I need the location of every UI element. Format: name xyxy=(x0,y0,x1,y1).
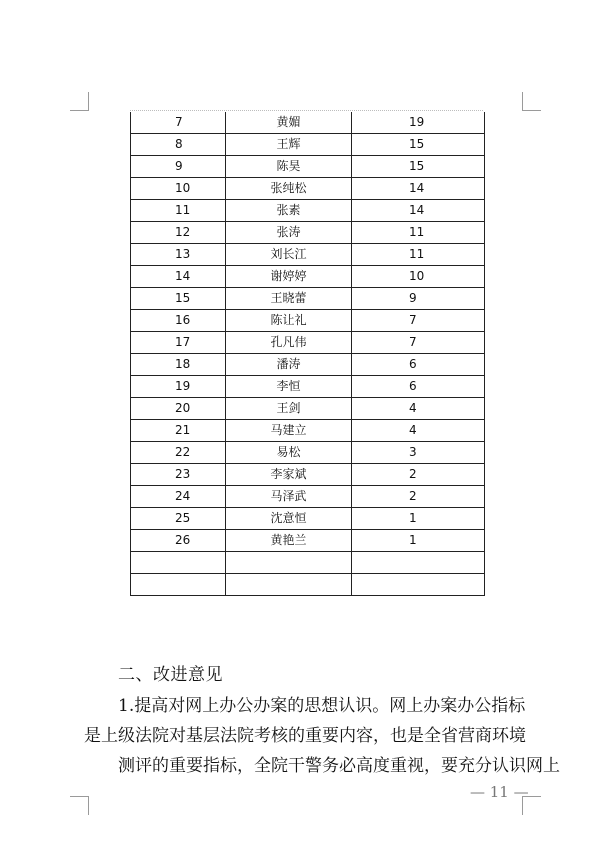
count-cell: 1 xyxy=(352,508,485,530)
rank-cell: 20 xyxy=(131,398,226,420)
name-cell: 孔凡伟 xyxy=(226,332,352,354)
count-cell: 15 xyxy=(352,156,485,178)
rank-cell: 25 xyxy=(131,508,226,530)
table-row xyxy=(131,398,485,420)
margin-mark-top-left xyxy=(70,92,89,111)
rank-cell: 16 xyxy=(131,310,226,332)
count-cell: 15 xyxy=(352,134,485,156)
name-cell: 马泽武 xyxy=(226,486,352,508)
name-cell: 潘涛 xyxy=(226,354,352,376)
section-body xyxy=(84,691,560,781)
page-top-divider xyxy=(130,110,483,111)
ranking-table-body xyxy=(131,112,485,596)
body-line-3: 测评的重要指标，全院干警务必高度重视，要充分认识网上 xyxy=(118,756,560,776)
table-row xyxy=(131,376,485,398)
rank-cell: 22 xyxy=(131,442,226,464)
name-cell: 陈让礼 xyxy=(226,310,352,332)
body-line-2: 是上级法院对基层法院考核的重要内容，也是全省营商环境 xyxy=(84,726,526,746)
rank-cell xyxy=(131,552,226,574)
count-cell: 11 xyxy=(352,244,485,266)
table-row xyxy=(131,222,485,244)
table-row xyxy=(131,178,485,200)
name-cell: 王晓蕾 xyxy=(226,288,352,310)
rank-cell: 9 xyxy=(131,156,226,178)
name-cell: 张素 xyxy=(226,200,352,222)
count-cell: 19 xyxy=(352,112,485,134)
rank-cell: 15 xyxy=(131,288,226,310)
page-number: — 11 — xyxy=(470,783,529,801)
name-cell: 马建立 xyxy=(226,420,352,442)
count-cell: 10 xyxy=(352,266,485,288)
count-cell: 14 xyxy=(352,200,485,222)
ranking-table xyxy=(130,112,485,596)
count-cell: 6 xyxy=(352,354,485,376)
table-row xyxy=(131,156,485,178)
table-row xyxy=(131,442,485,464)
rank-cell: 12 xyxy=(131,222,226,244)
rank-cell: 8 xyxy=(131,134,226,156)
table-row xyxy=(131,486,485,508)
count-cell xyxy=(352,552,485,574)
name-cell: 黄艳兰 xyxy=(226,530,352,552)
rank-cell: 19 xyxy=(131,376,226,398)
table-row xyxy=(131,288,485,310)
rank-cell: 18 xyxy=(131,354,226,376)
rank-cell xyxy=(131,574,226,596)
rank-cell: 17 xyxy=(131,332,226,354)
rank-cell: 10 xyxy=(131,178,226,200)
name-cell: 王辉 xyxy=(226,134,352,156)
name-cell: 黄媚 xyxy=(226,112,352,134)
rank-cell: 14 xyxy=(131,266,226,288)
name-cell: 王剑 xyxy=(226,398,352,420)
table-row xyxy=(131,200,485,222)
section-heading: 二、改进意见 xyxy=(118,665,223,685)
rank-cell: 7 xyxy=(131,112,226,134)
table-row xyxy=(131,552,485,574)
name-cell: 陈昊 xyxy=(226,156,352,178)
name-cell: 谢婷婷 xyxy=(226,266,352,288)
table-row xyxy=(131,266,485,288)
name-cell: 张纯松 xyxy=(226,178,352,200)
name-cell: 沈意恒 xyxy=(226,508,352,530)
rank-cell: 26 xyxy=(131,530,226,552)
rank-cell: 21 xyxy=(131,420,226,442)
rank-cell: 13 xyxy=(131,244,226,266)
table-row xyxy=(131,530,485,552)
count-cell: 2 xyxy=(352,464,485,486)
table-row xyxy=(131,310,485,332)
name-cell: 张涛 xyxy=(226,222,352,244)
table-row xyxy=(131,420,485,442)
count-cell: 14 xyxy=(352,178,485,200)
table-row xyxy=(131,574,485,596)
margin-mark-bottom-left xyxy=(70,796,89,815)
name-cell: 刘长江 xyxy=(226,244,352,266)
count-cell: 11 xyxy=(352,222,485,244)
table-row xyxy=(131,332,485,354)
table-row xyxy=(131,464,485,486)
name-cell: 易松 xyxy=(226,442,352,464)
name-cell xyxy=(226,574,352,596)
table-row xyxy=(131,244,485,266)
count-cell: 4 xyxy=(352,398,485,420)
rank-cell: 24 xyxy=(131,486,226,508)
count-cell: 1 xyxy=(352,530,485,552)
rank-cell: 23 xyxy=(131,464,226,486)
body-line-1: 1.提高对网上办公办案的思想认识。网上办案办公指标 xyxy=(118,696,526,716)
table-row xyxy=(131,112,485,134)
name-cell: 李家斌 xyxy=(226,464,352,486)
count-cell: 2 xyxy=(352,486,485,508)
table-row xyxy=(131,508,485,530)
count-cell: 4 xyxy=(352,420,485,442)
margin-mark-top-right xyxy=(522,92,541,111)
count-cell: 7 xyxy=(352,332,485,354)
count-cell: 9 xyxy=(352,288,485,310)
name-cell: 李恒 xyxy=(226,376,352,398)
name-cell xyxy=(226,552,352,574)
table-row xyxy=(131,354,485,376)
count-cell: 7 xyxy=(352,310,485,332)
table-row xyxy=(131,134,485,156)
count-cell xyxy=(352,574,485,596)
count-cell: 6 xyxy=(352,376,485,398)
rank-cell: 11 xyxy=(131,200,226,222)
count-cell: 3 xyxy=(352,442,485,464)
